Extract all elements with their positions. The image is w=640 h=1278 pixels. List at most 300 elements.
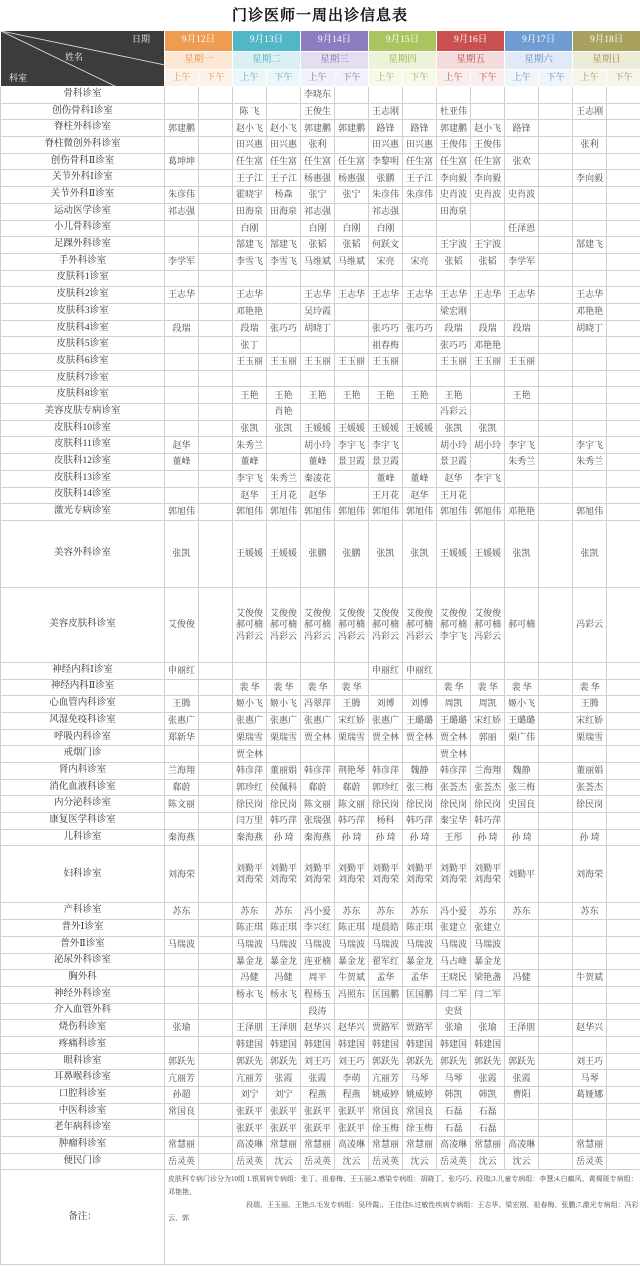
schedule-cell <box>607 520 640 587</box>
schedule-cell <box>471 370 505 387</box>
schedule-cell <box>539 953 573 970</box>
schedule-cell: 韩彦萍 <box>301 763 335 780</box>
schedule-cell: 王志华 <box>335 287 369 304</box>
dept-cell: 耳鼻喉科诊室 <box>1 1070 165 1087</box>
schedule-cell: 王媛媛 <box>233 520 267 587</box>
schedule-cell <box>539 87 573 104</box>
schedule-cell: 杨永飞 <box>233 986 267 1003</box>
schedule-row <box>1 712 640 729</box>
schedule-cell <box>437 370 471 387</box>
schedule-cell: 张凯 <box>267 420 301 437</box>
schedule-cell <box>233 370 267 387</box>
schedule-cell: 贾全林 <box>369 729 403 746</box>
schedule-cell <box>301 370 335 387</box>
schedule-cell: 徐民岗 <box>267 796 301 813</box>
schedule-cell <box>199 137 233 154</box>
schedule-cell: 张跃平 <box>267 1120 301 1137</box>
schedule-cell: 王志刚 <box>369 103 403 120</box>
schedule-cell <box>335 662 369 679</box>
schedule-cell <box>607 320 640 337</box>
schedule-cell <box>539 1070 573 1087</box>
schedule-cell: 陈正琪 <box>335 920 369 937</box>
schedule-cell <box>539 487 573 504</box>
schedule-cell: 张跃平 <box>301 1120 335 1137</box>
schedule-cell <box>539 1020 573 1037</box>
schedule-cell <box>505 404 539 421</box>
schedule-cell: 程燕 <box>301 1087 335 1104</box>
dept-cell: 皮肤科8诊室 <box>1 387 165 404</box>
schedule-cell: 马维斌 <box>301 253 335 270</box>
schedule-cell <box>607 203 640 220</box>
schedule-cell: 亢丽芳 <box>369 1070 403 1087</box>
schedule-cell <box>539 454 573 471</box>
schedule-cell: 岳灵英 <box>437 1153 471 1170</box>
schedule-cell <box>165 170 199 187</box>
dept-cell: 老年病科诊室 <box>1 1120 165 1137</box>
dept-cell: 戒烟门诊 <box>1 746 165 763</box>
schedule-row <box>1 220 640 237</box>
schedule-cell: 王艳 <box>335 387 369 404</box>
schedule-cell: 常慧丽 <box>573 1137 607 1154</box>
schedule-cell: 兰海翔 <box>471 763 505 780</box>
schedule-cell <box>573 953 607 970</box>
session-header-cell: 下午 <box>267 70 301 87</box>
schedule-row <box>1 420 640 437</box>
schedule-cell: 马占峰 <box>437 953 471 970</box>
schedule-cell: 白刚 <box>369 220 403 237</box>
schedule-row <box>1 203 640 220</box>
schedule-cell: 张利 <box>573 137 607 154</box>
schedule-cell <box>607 696 640 713</box>
dept-cell: 肾内科诊室 <box>1 763 165 780</box>
schedule-cell <box>607 796 640 813</box>
schedule-cell <box>573 203 607 220</box>
schedule-cell: 郭旭伟 <box>267 504 301 521</box>
dept-cell: 皮肤科12诊室 <box>1 454 165 471</box>
schedule-cell <box>607 470 640 487</box>
schedule-cell: 王志华 <box>505 287 539 304</box>
schedule-cell: 祁志强 <box>301 203 335 220</box>
schedule-cell: 闫二军 <box>471 986 505 1003</box>
schedule-cell <box>199 437 233 454</box>
schedule-cell <box>199 120 233 137</box>
schedule-cell <box>267 303 301 320</box>
schedule-cell: 郭建鹏 <box>335 120 369 137</box>
schedule-cell: 霍晓宇 <box>233 187 267 204</box>
schedule-cell: 何跃文 <box>369 237 403 254</box>
schedule-cell: 赵华兴 <box>301 1020 335 1037</box>
schedule-cell <box>471 103 505 120</box>
schedule-cell: 暴金龙 <box>335 953 369 970</box>
schedule-cell <box>539 846 573 903</box>
schedule-cell <box>267 287 301 304</box>
schedule-cell <box>403 370 437 387</box>
schedule-cell: 朱彦伟 <box>403 187 437 204</box>
schedule-cell <box>199 936 233 953</box>
schedule-cell: 张瑜 <box>437 1020 471 1037</box>
schedule-cell <box>607 237 640 254</box>
schedule-cell <box>199 846 233 903</box>
schedule-cell: 张瑜 <box>471 1020 505 1037</box>
schedule-cell: 李雪飞 <box>233 253 267 270</box>
schedule-cell <box>607 846 640 903</box>
schedule-cell: 郭跃先 <box>369 1053 403 1070</box>
schedule-cell <box>607 813 640 830</box>
date-header-cell: 9月15日 <box>369 31 437 52</box>
schedule-cell <box>199 354 233 371</box>
schedule-cell <box>199 303 233 320</box>
schedule-cell: 贾全林 <box>437 746 471 763</box>
schedule-cell <box>335 370 369 387</box>
schedule-cell: 杨惠强 <box>335 170 369 187</box>
schedule-cell: 张跃平 <box>233 1103 267 1120</box>
schedule-cell <box>403 404 437 421</box>
schedule-cell: 董峰 <box>233 454 267 471</box>
schedule-cell: 张惠广 <box>165 712 199 729</box>
schedule-cell <box>539 387 573 404</box>
schedule-cell: 王艳 <box>437 387 471 404</box>
schedule-cell: 王腾 <box>165 696 199 713</box>
schedule-cell <box>165 487 199 504</box>
schedule-cell: 韩彦萍 <box>437 763 471 780</box>
schedule-cell <box>165 387 199 404</box>
schedule-cell <box>233 404 267 421</box>
schedule-cell: 朱秀兰 <box>573 454 607 471</box>
schedule-cell: 常国良 <box>403 1103 437 1120</box>
schedule-cell <box>199 1137 233 1154</box>
schedule-row <box>1 87 640 104</box>
schedule-row <box>1 729 640 746</box>
schedule-cell: 邓艳艳 <box>233 303 267 320</box>
schedule-cell <box>539 103 573 120</box>
schedule-cell <box>199 779 233 796</box>
schedule-cell <box>437 87 471 104</box>
schedule-cell <box>505 87 539 104</box>
schedule-cell: 郭旭伟 <box>437 504 471 521</box>
schedule-cell: 郗蔚 <box>301 779 335 796</box>
schedule-cell <box>539 712 573 729</box>
schedule-cell: 宋红娇 <box>471 712 505 729</box>
schedule-cell <box>165 404 199 421</box>
schedule-cell <box>539 120 573 137</box>
schedule-cell: 常慧丽 <box>369 1137 403 1154</box>
schedule-row <box>1 696 640 713</box>
dept-cell: 神经内科Ⅰ诊室 <box>1 662 165 679</box>
schedule-cell: 冯小爱 <box>437 903 471 920</box>
schedule-cell <box>539 1036 573 1053</box>
date-header-cell: 9月12日 <box>165 31 233 52</box>
schedule-row <box>1 153 640 170</box>
dept-cell: 普外Ⅱ诊室 <box>1 936 165 953</box>
schedule-row <box>1 796 640 813</box>
schedule-cell <box>403 203 437 220</box>
corner-label-date: 日期 <box>131 34 150 44</box>
schedule-cell: 裴 华 <box>573 679 607 696</box>
schedule-cell: 徐玉梅 <box>403 1120 437 1137</box>
dept-cell: 内分泌科诊室 <box>1 796 165 813</box>
schedule-cell <box>233 662 267 679</box>
schedule-cell <box>607 712 640 729</box>
schedule-cell: 郭丽 <box>471 729 505 746</box>
schedule-cell: 王月花 <box>437 487 471 504</box>
schedule-cell: 兰海翔 <box>165 763 199 780</box>
schedule-cell: 张韬 <box>301 237 335 254</box>
schedule-cell <box>539 986 573 1003</box>
schedule-cell: 段涛 <box>301 1003 335 1020</box>
schedule-cell: 常国良 <box>369 1103 403 1120</box>
schedule-cell: 苏东 <box>403 903 437 920</box>
schedule-cell: 刘海荣 <box>573 846 607 903</box>
schedule-cell: 苏东 <box>573 903 607 920</box>
schedule-cell: 段瑞 <box>471 320 505 337</box>
dept-cell: 运动医学诊室 <box>1 203 165 220</box>
schedule-cell: 郭建鹏 <box>165 120 199 137</box>
schedule-cell <box>539 796 573 813</box>
schedule-cell: 张凯 <box>165 520 199 587</box>
schedule-cell: 张惠广 <box>301 712 335 729</box>
schedule-cell: 冯健 <box>267 970 301 987</box>
schedule-cell: 姬小飞 <box>267 696 301 713</box>
schedule-cell: 王志刚 <box>573 103 607 120</box>
schedule-cell <box>199 1053 233 1070</box>
schedule-cell: 孙 琦 <box>471 829 505 846</box>
schedule-cell: 马瑞波 <box>267 936 301 953</box>
schedule-cell <box>607 953 640 970</box>
schedule-cell: 路锋 <box>369 120 403 137</box>
schedule-cell <box>267 437 301 454</box>
schedule-cell <box>369 303 403 320</box>
schedule-cell: 郭建鹏 <box>301 120 335 137</box>
schedule-cell <box>199 696 233 713</box>
schedule-row <box>1 354 640 371</box>
schedule-cell: 赵华 <box>437 470 471 487</box>
schedule-cell: 李学军 <box>505 253 539 270</box>
schedule-cell: 刘勤平 刘海荣 <box>369 846 403 903</box>
schedule-cell <box>607 729 640 746</box>
schedule-cell: 徐民岗 <box>437 796 471 813</box>
schedule-cell: 堤晨皓 <box>369 920 403 937</box>
schedule-cell <box>573 1103 607 1120</box>
schedule-row <box>1 746 640 763</box>
schedule-cell: 王玉丽 <box>335 354 369 371</box>
schedule-cell: 韩凯 <box>437 1087 471 1104</box>
schedule-row <box>1 779 640 796</box>
schedule-cell <box>199 170 233 187</box>
schedule-cell: 张凯 <box>233 420 267 437</box>
schedule-cell: 刘勤平 刘海荣 <box>267 846 301 903</box>
session-header-cell: 下午 <box>539 70 573 87</box>
schedule-cell: 马瑞波 <box>335 936 369 953</box>
schedule-cell: 张宁 <box>301 187 335 204</box>
schedule-cell: 苏东 <box>165 903 199 920</box>
schedule-cell <box>505 1120 539 1137</box>
schedule-row <box>1 1020 640 1037</box>
schedule-cell: 王艳 <box>369 387 403 404</box>
schedule-cell: 郭旭伟 <box>301 504 335 521</box>
schedule-cell <box>539 187 573 204</box>
schedule-row <box>1 270 640 287</box>
dept-cell: 骨科诊室 <box>1 87 165 104</box>
session-header-cell: 下午 <box>607 70 640 87</box>
schedule-cell <box>165 237 199 254</box>
schedule-cell: 王媛媛 <box>437 520 471 587</box>
schedule-cell <box>573 87 607 104</box>
schedule-cell: 申丽红 <box>369 662 403 679</box>
corner-cell <box>1 31 165 87</box>
schedule-cell: 暴金龙 <box>233 953 267 970</box>
schedule-cell <box>199 1003 233 1020</box>
schedule-cell: 苏东 <box>267 903 301 920</box>
schedule-cell: 荆艳琴 <box>335 763 369 780</box>
schedule-cell <box>573 1003 607 1020</box>
schedule-cell: 张霞 <box>505 1070 539 1087</box>
schedule-cell <box>573 813 607 830</box>
schedule-cell <box>607 303 640 320</box>
schedule-cell: 苏东 <box>335 903 369 920</box>
remark-line: 云、郭 <box>168 1214 189 1223</box>
schedule-cell: 朱秀兰 <box>267 470 301 487</box>
schedule-cell: 常慧丽 <box>301 1137 335 1154</box>
schedule-cell <box>267 87 301 104</box>
schedule-cell: 郭珍红 <box>369 779 403 796</box>
schedule-cell <box>335 87 369 104</box>
schedule-cell: 沈云 <box>335 1153 369 1170</box>
schedule-cell <box>539 696 573 713</box>
schedule-cell <box>403 337 437 354</box>
schedule-cell <box>199 662 233 679</box>
schedule-cell: 杨森 <box>267 187 301 204</box>
schedule-cell: 朱秀兰 <box>505 454 539 471</box>
schedule-cell: 田海泉 <box>233 203 267 220</box>
schedule-cell: 王媛媛 <box>301 420 335 437</box>
schedule-cell: 张瑜 <box>165 1020 199 1037</box>
schedule-cell: 冯照东 <box>335 986 369 1003</box>
schedule-cell: 郭旭伟 <box>233 504 267 521</box>
schedule-cell: 董峰 <box>369 470 403 487</box>
schedule-cell: 董峰 <box>403 470 437 487</box>
schedule-cell: 王玉丽 <box>267 354 301 371</box>
schedule-cell <box>607 437 640 454</box>
schedule-cell <box>505 953 539 970</box>
schedule-cell: 胡晓丁 <box>573 320 607 337</box>
schedule-cell: 史国良 <box>505 796 539 813</box>
schedule-cell: 邓艳艳 <box>573 303 607 320</box>
schedule-cell <box>199 253 233 270</box>
schedule-cell <box>335 103 369 120</box>
schedule-cell: 张建立 <box>471 920 505 937</box>
schedule-cell: 魏静 <box>403 763 437 780</box>
schedule-cell: 闫万里 <box>233 813 267 830</box>
schedule-cell: 王璐璐 <box>437 712 471 729</box>
schedule-cell: 张韬 <box>335 237 369 254</box>
schedule-cell: 匡国鹏 <box>403 986 437 1003</box>
remark-row <box>1 1170 640 1265</box>
schedule-cell <box>199 1103 233 1120</box>
schedule-cell <box>403 679 437 696</box>
schedule-cell <box>471 87 505 104</box>
schedule-cell <box>199 986 233 1003</box>
schedule-cell: 董峰 <box>165 454 199 471</box>
schedule-cell <box>199 813 233 830</box>
schedule-cell: 梁宏刚 <box>437 303 471 320</box>
schedule-row <box>1 936 640 953</box>
schedule-cell <box>573 420 607 437</box>
schedule-cell: 马瑞波 <box>233 936 267 953</box>
schedule-cell <box>165 1003 199 1020</box>
schedule-cell: 吴玲霞 <box>301 303 335 320</box>
schedule-cell: 韩建国 <box>301 1036 335 1053</box>
schedule-cell <box>607 587 640 662</box>
schedule-cell <box>539 337 573 354</box>
dept-cell: 烧伤科诊室 <box>1 1020 165 1037</box>
schedule-cell: 李黎明 <box>369 153 403 170</box>
dept-cell: 关节外科Ⅱ诊室 <box>1 187 165 204</box>
schedule-cell <box>199 829 233 846</box>
dept-cell: 皮肤科4诊室 <box>1 320 165 337</box>
dept-cell: 美容皮肤科诊室 <box>1 587 165 662</box>
schedule-cell: 闫二军 <box>437 986 471 1003</box>
week-header-cell: 星期四 <box>369 52 437 70</box>
schedule-cell: 马瑞波 <box>165 936 199 953</box>
schedule-row <box>1 437 640 454</box>
schedule-cell: 张巧巧 <box>403 320 437 337</box>
schedule-row <box>1 187 640 204</box>
schedule-cell <box>607 1053 640 1070</box>
schedule-cell <box>403 270 437 287</box>
schedule-cell <box>199 454 233 471</box>
schedule-cell <box>165 970 199 987</box>
schedule-cell: 史肖波 <box>505 187 539 204</box>
schedule-cell <box>607 920 640 937</box>
session-header-cell: 下午 <box>335 70 369 87</box>
schedule-cell: 董峰 <box>301 454 335 471</box>
schedule-cell: 王泽朋 <box>505 1020 539 1037</box>
schedule-cell: 张荟杰 <box>573 779 607 796</box>
dept-cell: 手外科诊室 <box>1 253 165 270</box>
schedule-cell: 徐玉梅 <box>369 1120 403 1137</box>
schedule-cell <box>539 1003 573 1020</box>
schedule-cell: 栗瑞雪 <box>233 729 267 746</box>
schedule-cell: 郜建飞 <box>267 237 301 254</box>
schedule-cell <box>335 270 369 287</box>
date-header-cell: 9月18日 <box>573 31 640 52</box>
schedule-cell: 张跃平 <box>335 1120 369 1137</box>
schedule-cell: 王晓民 <box>437 970 471 987</box>
schedule-cell: 刘王巧 <box>573 1053 607 1070</box>
dept-cell: 皮肤科14诊室 <box>1 487 165 504</box>
schedule-cell <box>505 303 539 320</box>
schedule-cell: 王玉丽 <box>369 354 403 371</box>
schedule-cell <box>301 337 335 354</box>
schedule-cell <box>607 454 640 471</box>
schedule-cell: 连亚楠 <box>301 953 335 970</box>
schedule-cell <box>335 470 369 487</box>
schedule-cell <box>539 1153 573 1170</box>
remark-cell <box>165 1170 640 1265</box>
week-header-cell: 星期三 <box>301 52 369 70</box>
schedule-cell: 韩巧萍 <box>403 813 437 830</box>
schedule-cell: 艾俊俊 <box>165 587 199 662</box>
schedule-cell: 艾俊俊 郝可楠 冯彩云 <box>471 587 505 662</box>
schedule-cell <box>539 220 573 237</box>
schedule-cell: 陈正琪 <box>267 920 301 937</box>
schedule-cell: 冯健 <box>233 970 267 987</box>
schedule-cell: 王志华 <box>403 287 437 304</box>
schedule-cell <box>573 187 607 204</box>
schedule-cell <box>573 920 607 937</box>
schedule-cell <box>199 220 233 237</box>
schedule-cell: 王宇波 <box>437 237 471 254</box>
